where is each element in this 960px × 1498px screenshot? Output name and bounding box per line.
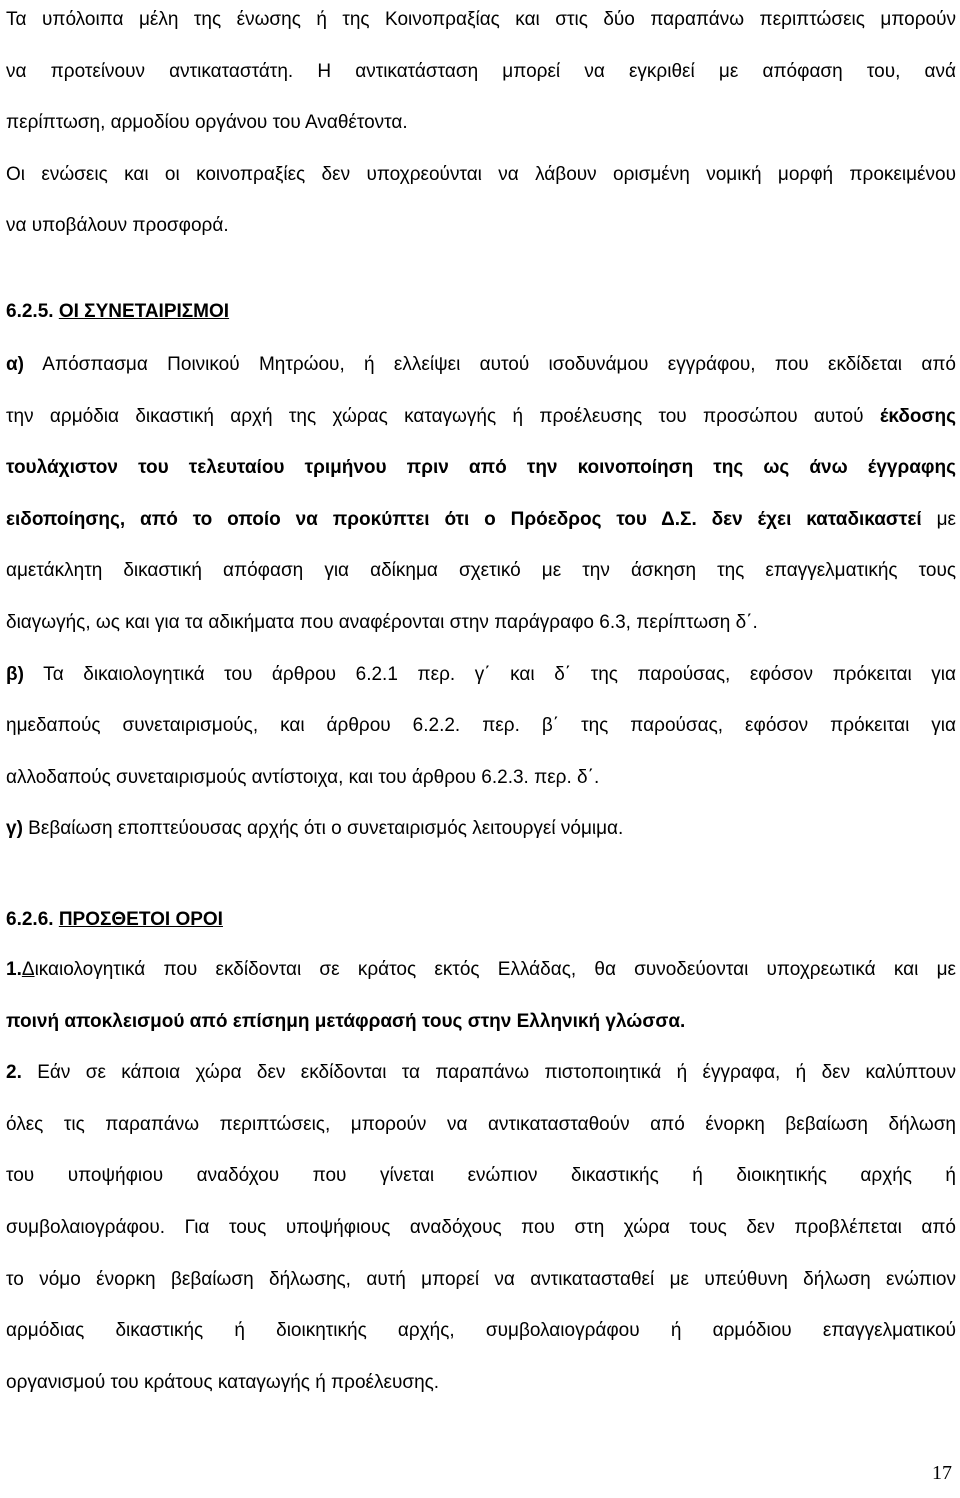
item-a-line: α) Απόσπασμα Ποινικού Μητρώου, ή ελλείψει αυτού ισοδυνάμου εγγράφου, που εκδίδεται από	[6, 354, 956, 375]
item-a-line: ειδοποίησης, από το οποίο να προκύπτει ότι ο Πρόεδρος του Δ.Σ. δεν έχει καταδικαστεί με	[6, 508, 956, 530]
intro-paragraphs	[6, 0, 956, 252]
section-626-body	[6, 944, 956, 1408]
item-b-line: αλλοδαπούς συνεταιρισμούς αντίστοιχα, και του άρθρου 6.2.3. περ. δ΄.	[6, 766, 600, 788]
section-626-number: 6.2.6.	[6, 909, 54, 930]
page-number: 17	[932, 1462, 952, 1484]
intro-line: να προτείνουν αντικαταστάτη. Η αντικατάσταση μπορεί να εγκριθεί με απόφαση του, ανά	[6, 60, 956, 82]
intro-line: να υποβάλουν προσφορά.	[6, 215, 229, 237]
item-2-line: οργανισμού του κράτους καταγωγής ή προέλευσης.	[6, 1371, 440, 1393]
item-a-line: αμετάκλητη δικαστική απόφαση για αδίκημα σχετικό με την άσκηση της επαγγελματικής τους	[6, 560, 956, 582]
item-b-line: ημεδαπούς συνεταιρισμούς, και άρθρου 6.2.2. περ. β΄ της παρούσας, εφόσον πρόκειται για	[6, 715, 956, 737]
intro-line: Τα υπόλοιπα μέλη της ένωσης ή της Κοινοπραξίας και στις δύο παραπάνω περιπτώσεις μπορούν	[6, 9, 956, 30]
item-2-line: το νόμο ένορκη βεβαίωση δήλωσης, αυτή μπορεί να αντικατασταθεί με υπεύθυνη δήλωση ενώπιον	[6, 1268, 956, 1290]
item-c-line: γ) Βεβαίωση εποπτεύουσας αρχής ότι ο συνεταιρισμός λειτουργεί νόμιμα.	[6, 818, 624, 840]
intro-line: Οι ενώσεις και οι κοινοπραξίες δεν υποχρεούνται να λάβουν ορισμένη νομική μορφή προκειμένου	[6, 163, 956, 185]
item-b-line: β) Τα δικαιολογητικά του άρθρου 6.2.1 περ. γ΄ και δ΄ της παρούσας, εφόσον πρόκειται για	[6, 663, 956, 685]
item-a-line: τουλάχιστον του τελευταίου τριμήνου πριν από την κοινοποίηση της ως άνω έγγραφης	[6, 457, 956, 479]
item-2-line: αρμόδιας δικαστικής ή διοικητικής αρχής, συμβολαιογράφου ή αρμόδιου επαγγελματικού	[6, 1320, 956, 1342]
item-2-marker: 2.	[6, 1062, 22, 1084]
intro-line: περίπτωση, αρμοδίου οργάνου του Αναθέτοντα.	[6, 112, 408, 134]
section-625-number: 6.2.5.	[6, 301, 54, 322]
item-2-line: όλες τις παραπάνω περιπτώσεις, μπορούν να αντικατασταθούν από ένορκη βεβαίωση δήλωση	[6, 1113, 956, 1135]
item-b-marker: β)	[6, 663, 24, 685]
item-2-line: του υποψήφιου αναδόχου που γίνεται ενώπιον δικαστικής ή διοικητικής αρχής ή	[6, 1165, 956, 1187]
item-1-line: 1.Δικαιολογητικά που εκδίδονται σε κράτος εκτός Ελλάδας, θα συνοδεύονται υποχρεωτικά και με	[6, 959, 956, 980]
item-2-line: 2. Εάν σε κάποια χώρα δεν εκδίδονται τα παραπάνω πιστοποιητικά ή έγγραφα, ή δεν καλύπτουν	[6, 1062, 956, 1084]
item-a-line: διαγωγής, ως και για τα αδικήματα που αναφέρονται στην παράγραφο 6.3, περίπτωση δ΄.	[6, 611, 758, 633]
item-a-marker: α)	[6, 354, 25, 375]
section-625-heading	[6, 301, 229, 323]
item-1-marker: 1.	[6, 959, 22, 980]
item-1-line: ποινή αποκλεισμού από επίσημη μετάφρασή τους στην Ελληνική γλώσσα.	[6, 1010, 686, 1032]
section-625-title: ΟΙ ΣΥΝΕΤΑΙΡΙΣΜΟΙ	[58, 301, 230, 322]
section-626-title: ΠΡΟΣΘΕΤΟΙ ΟΡΟΙ	[58, 909, 223, 930]
item-a-line: την αρμόδια δικαστική αρχή της χώρας καταγωγής ή προέλευσης του προσώπου αυτού έκδοσης	[6, 405, 956, 427]
item-c-marker: γ)	[6, 818, 23, 840]
section-626-heading	[6, 909, 223, 931]
item-2-line: συμβολαιογράφου. Για τους υποψήφιους αναδόχους που στη χώρα τους δεν προβλέπεται από	[6, 1216, 956, 1238]
section-625-body	[6, 339, 956, 855]
